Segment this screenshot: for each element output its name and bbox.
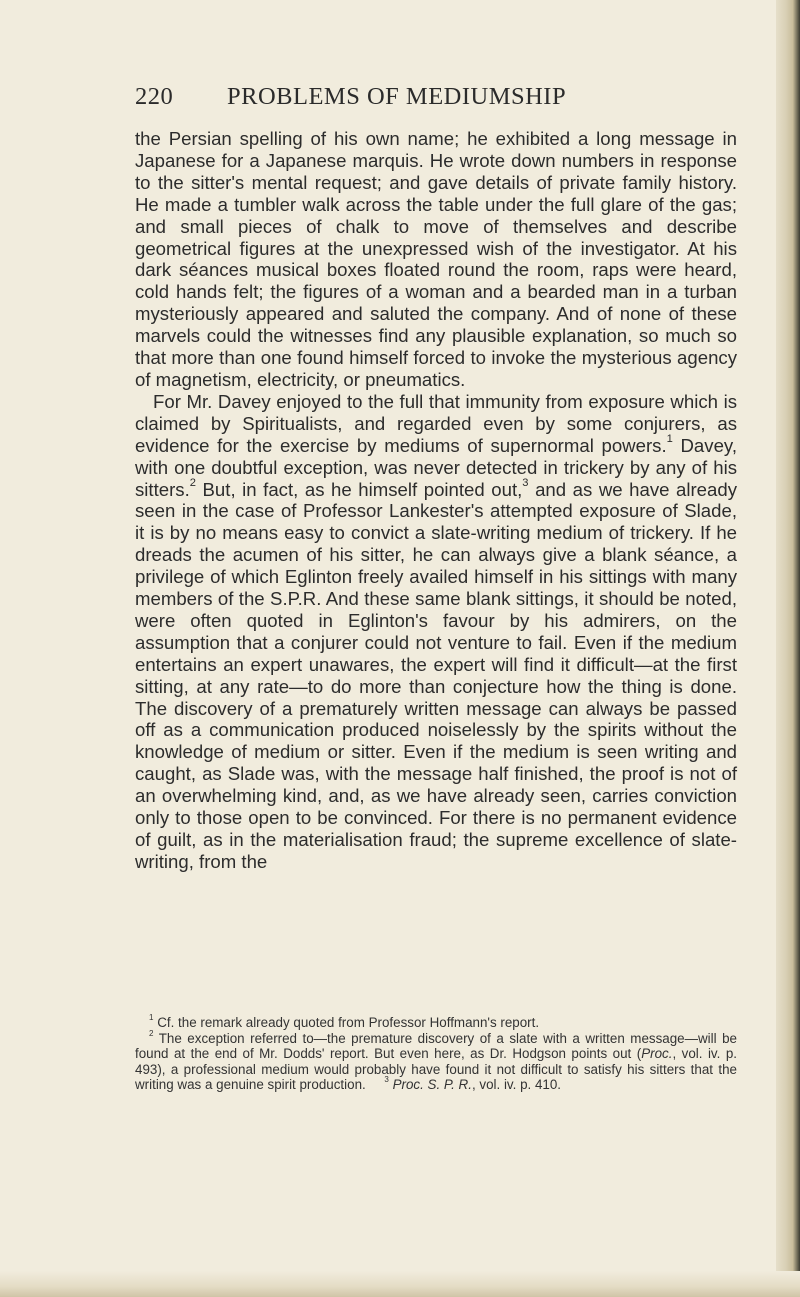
paragraph-2-text-d: and as we have already seen in the case of Professor Lankester's attempted exposure of Slade, it is by no means easy to convict a slate-writing medium of trickery. If he dreads the acumen of his sitter, he can always give a blank séance, a privilege of which Eglinton freely availed himself in his sittings with many members of the S.P.R. And these same blank sittings, it should be noted, were often quoted in Eglinton's favour by his admirers, on the assumption that a conjurer could not venture to fail. Even if the medium entertains an expert unawares, the expert will find it difficult—at the first sitting, at any rate—to do more than conjecture how the thing is done. The discovery of a prematurely written message can always be passed off as a communication produced noiselessly by the spirits without the knowledge of medium or sitter. Even if the medium is seen writing and caught, as Slade was, with the message half finished, the proof is not of an overwhelming kind, and, as we have already seen, carries conviction only to those open to be convinced. For there is no permanent evidence of guilt, as in the materialisation fraud; the supreme excellence of slate-writing, from the bbox=[135, 478, 737, 872]
paragraph-2 bbox=[135, 391, 737, 873]
footnote-1-text: Cf. the remark already quoted from Professor Hoffmann's report. bbox=[157, 1015, 540, 1030]
paragraph-1 bbox=[135, 128, 737, 391]
footnote-3-cite: Proc. S. P. R. bbox=[392, 1077, 472, 1093]
footnote-2 bbox=[135, 1028, 737, 1093]
footnote-ref-1: 1 bbox=[666, 433, 673, 446]
paragraph-2-text-c: But, in fact, as he himself pointed out, bbox=[195, 478, 523, 500]
body-text bbox=[135, 128, 737, 873]
footnote-2-text-b: , vol. iv. p. 493), a professional medium would probably have found it not difficult to satisfy his sitters that the writing was a genuine spirit production. bbox=[135, 1046, 737, 1093]
footnotes bbox=[135, 1012, 737, 1093]
footnote-3-mark: 3 bbox=[384, 1075, 389, 1085]
footnote-1-mark: 1 bbox=[149, 1012, 154, 1022]
paragraph-2-text-a: For Mr. Davey enjoyed to the full that immunity from exposure which is claimed by Spiritualists, and regarded even by some conjurers, as evidence for the exercise by mediums of supernormal powers. bbox=[135, 390, 737, 456]
footnote-2-mark: 2 bbox=[149, 1028, 154, 1038]
footnote-ref-3: 3 bbox=[522, 477, 529, 490]
footnote-1 bbox=[135, 1012, 737, 1031]
running-head: PROBLEMS OF MEDIUMSHIP bbox=[227, 83, 567, 110]
page-bottom-edge bbox=[0, 1271, 800, 1297]
page-header bbox=[135, 83, 695, 115]
book-spine-shadow bbox=[776, 0, 800, 1297]
footnote-ref-2: 2 bbox=[189, 477, 196, 490]
footnote-2-text-a: The exception referred to—the premature discovery of a slate with a written message—will be found at the end of Mr. Dodds' report. But even here, as Dr. Hodgson points out ( bbox=[135, 1030, 737, 1062]
paragraph-1-text: the Persian spelling of his own name; he exhibited a long message in Japanese for a Japanese marquis. He wrote down numbers in response to the sitter's mental request; and gave details of private family history. He made a tumbler walk across the table under the full glare of the gas; and small pieces of chalk to move of themselves and describe geometrical figures at the unexpressed wish of the investigator. At his dark séances musical boxes floated round the room, raps were heard, cold hands felt; the figures of a woman and a bearded man in a turban mysteriously appeared and saluted the company. And of none of these marvels could the witnesses find any plausible explanation, so much so that more than one found himself forced to invoke the mysterious agency of magnetism, electricity, or pneumatics. bbox=[135, 128, 737, 390]
footnote-2-cite: Proc. bbox=[641, 1046, 673, 1062]
page-number: 220 bbox=[135, 83, 174, 110]
paragraph-2-text-b: Davey, with one doubtful exception, was never detected in trickery by any of his sitters. bbox=[135, 434, 737, 500]
footnote-3-text: , vol. iv. p. 410. bbox=[471, 1077, 562, 1093]
